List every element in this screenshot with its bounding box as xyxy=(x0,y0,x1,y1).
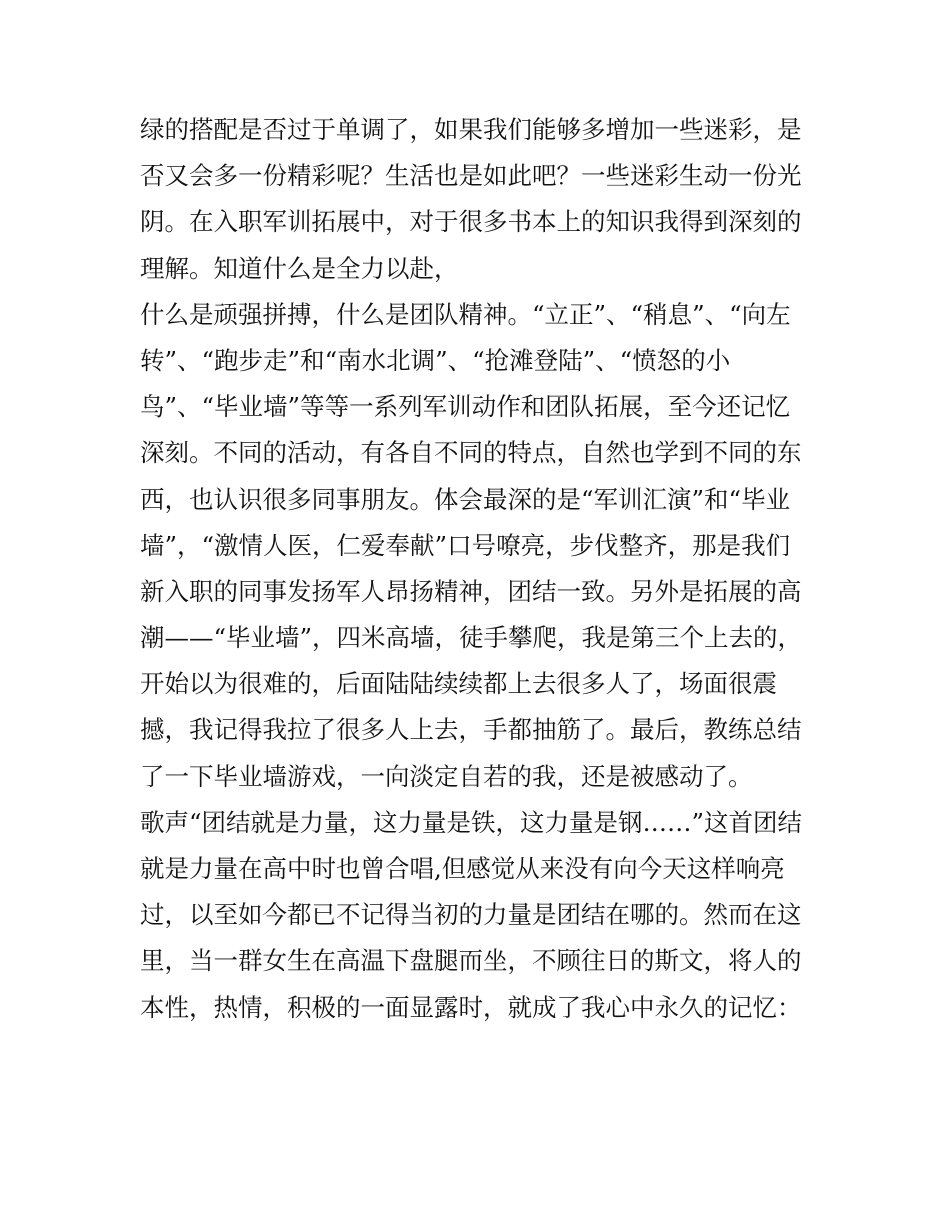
text-line-10: 墙”，“激情人医，仁爱奉献”口号嘹亮，步伐整齐，那是我们 xyxy=(140,530,791,560)
text-line-1: 绿的搭配是否过于单调了，如果我们能够多增加一些迷彩，是 xyxy=(140,115,802,144)
text-line-8: 深刻。不同的活动，有各自不同的特点，自然也学到不同的东 xyxy=(140,438,802,468)
text-line-4: 理解。知道什么是全力以赴， xyxy=(140,253,459,283)
text-line-12: 潮——“毕业墙”，四米高墙，徒手攀爬，我是第三个上去的， xyxy=(140,623,803,653)
text-line-19: 里，当一群女生在高温下盘腿而坐，不顾往日的斯文，将人的 xyxy=(140,946,802,976)
text-line-2: 否又会多一份精彩呢？生活也是如此吧？一些迷彩生动一份光 xyxy=(140,161,802,191)
text-line-14: 撼，我记得我拉了很多人上去，手都抽筋了。最后，教练总结 xyxy=(140,715,802,745)
text-line-6: 转”、“跑步走”和“南水北调”、“抢滩登陆”、“愤怒的小 xyxy=(140,345,731,375)
text-line-18: 过，以至如今都已不记得当初的力量是团结在哪的。然而在这 xyxy=(140,900,802,930)
text-line-3: 阴。在入职军训拓展中，对于很多书本上的知识我得到深刻的 xyxy=(140,207,802,237)
body-text xyxy=(140,107,820,1031)
text-line-17: 就是力量在高中时也曾合唱,但感觉从来没有向今天这样响亮 xyxy=(140,854,785,883)
text-line-5: 什么是顽强拼搏，什么是团队精神。“立正”、“稍息”、“向左 xyxy=(140,299,791,329)
text-line-16: 歌声“团结就是力量，这力量是铁，这力量是钢……”这首团结 xyxy=(140,807,803,837)
text-line-7: 鸟”、“毕业墙”等等一系列军训动作和团队拓展，至今还记忆 xyxy=(140,392,791,422)
text-line-11: 新入职的同事发扬军人昂扬精神，团结一致。另外是拓展的高 xyxy=(140,576,802,606)
text-line-20: 本性，热情，积极的一面显露时，就成了我心中永久的记忆： xyxy=(140,992,802,1022)
text-line-13: 开始以为很难的，后面陆陆续续都上去很多人了，场面很震 xyxy=(140,669,777,699)
text-line-15: 了一下毕业墙游戏，一向淡定自若的我，还是被感动了。 xyxy=(140,761,753,791)
text-line-9: 西，也认识很多同事朋友。体会最深的是“军训汇演”和“毕业 xyxy=(140,484,791,514)
